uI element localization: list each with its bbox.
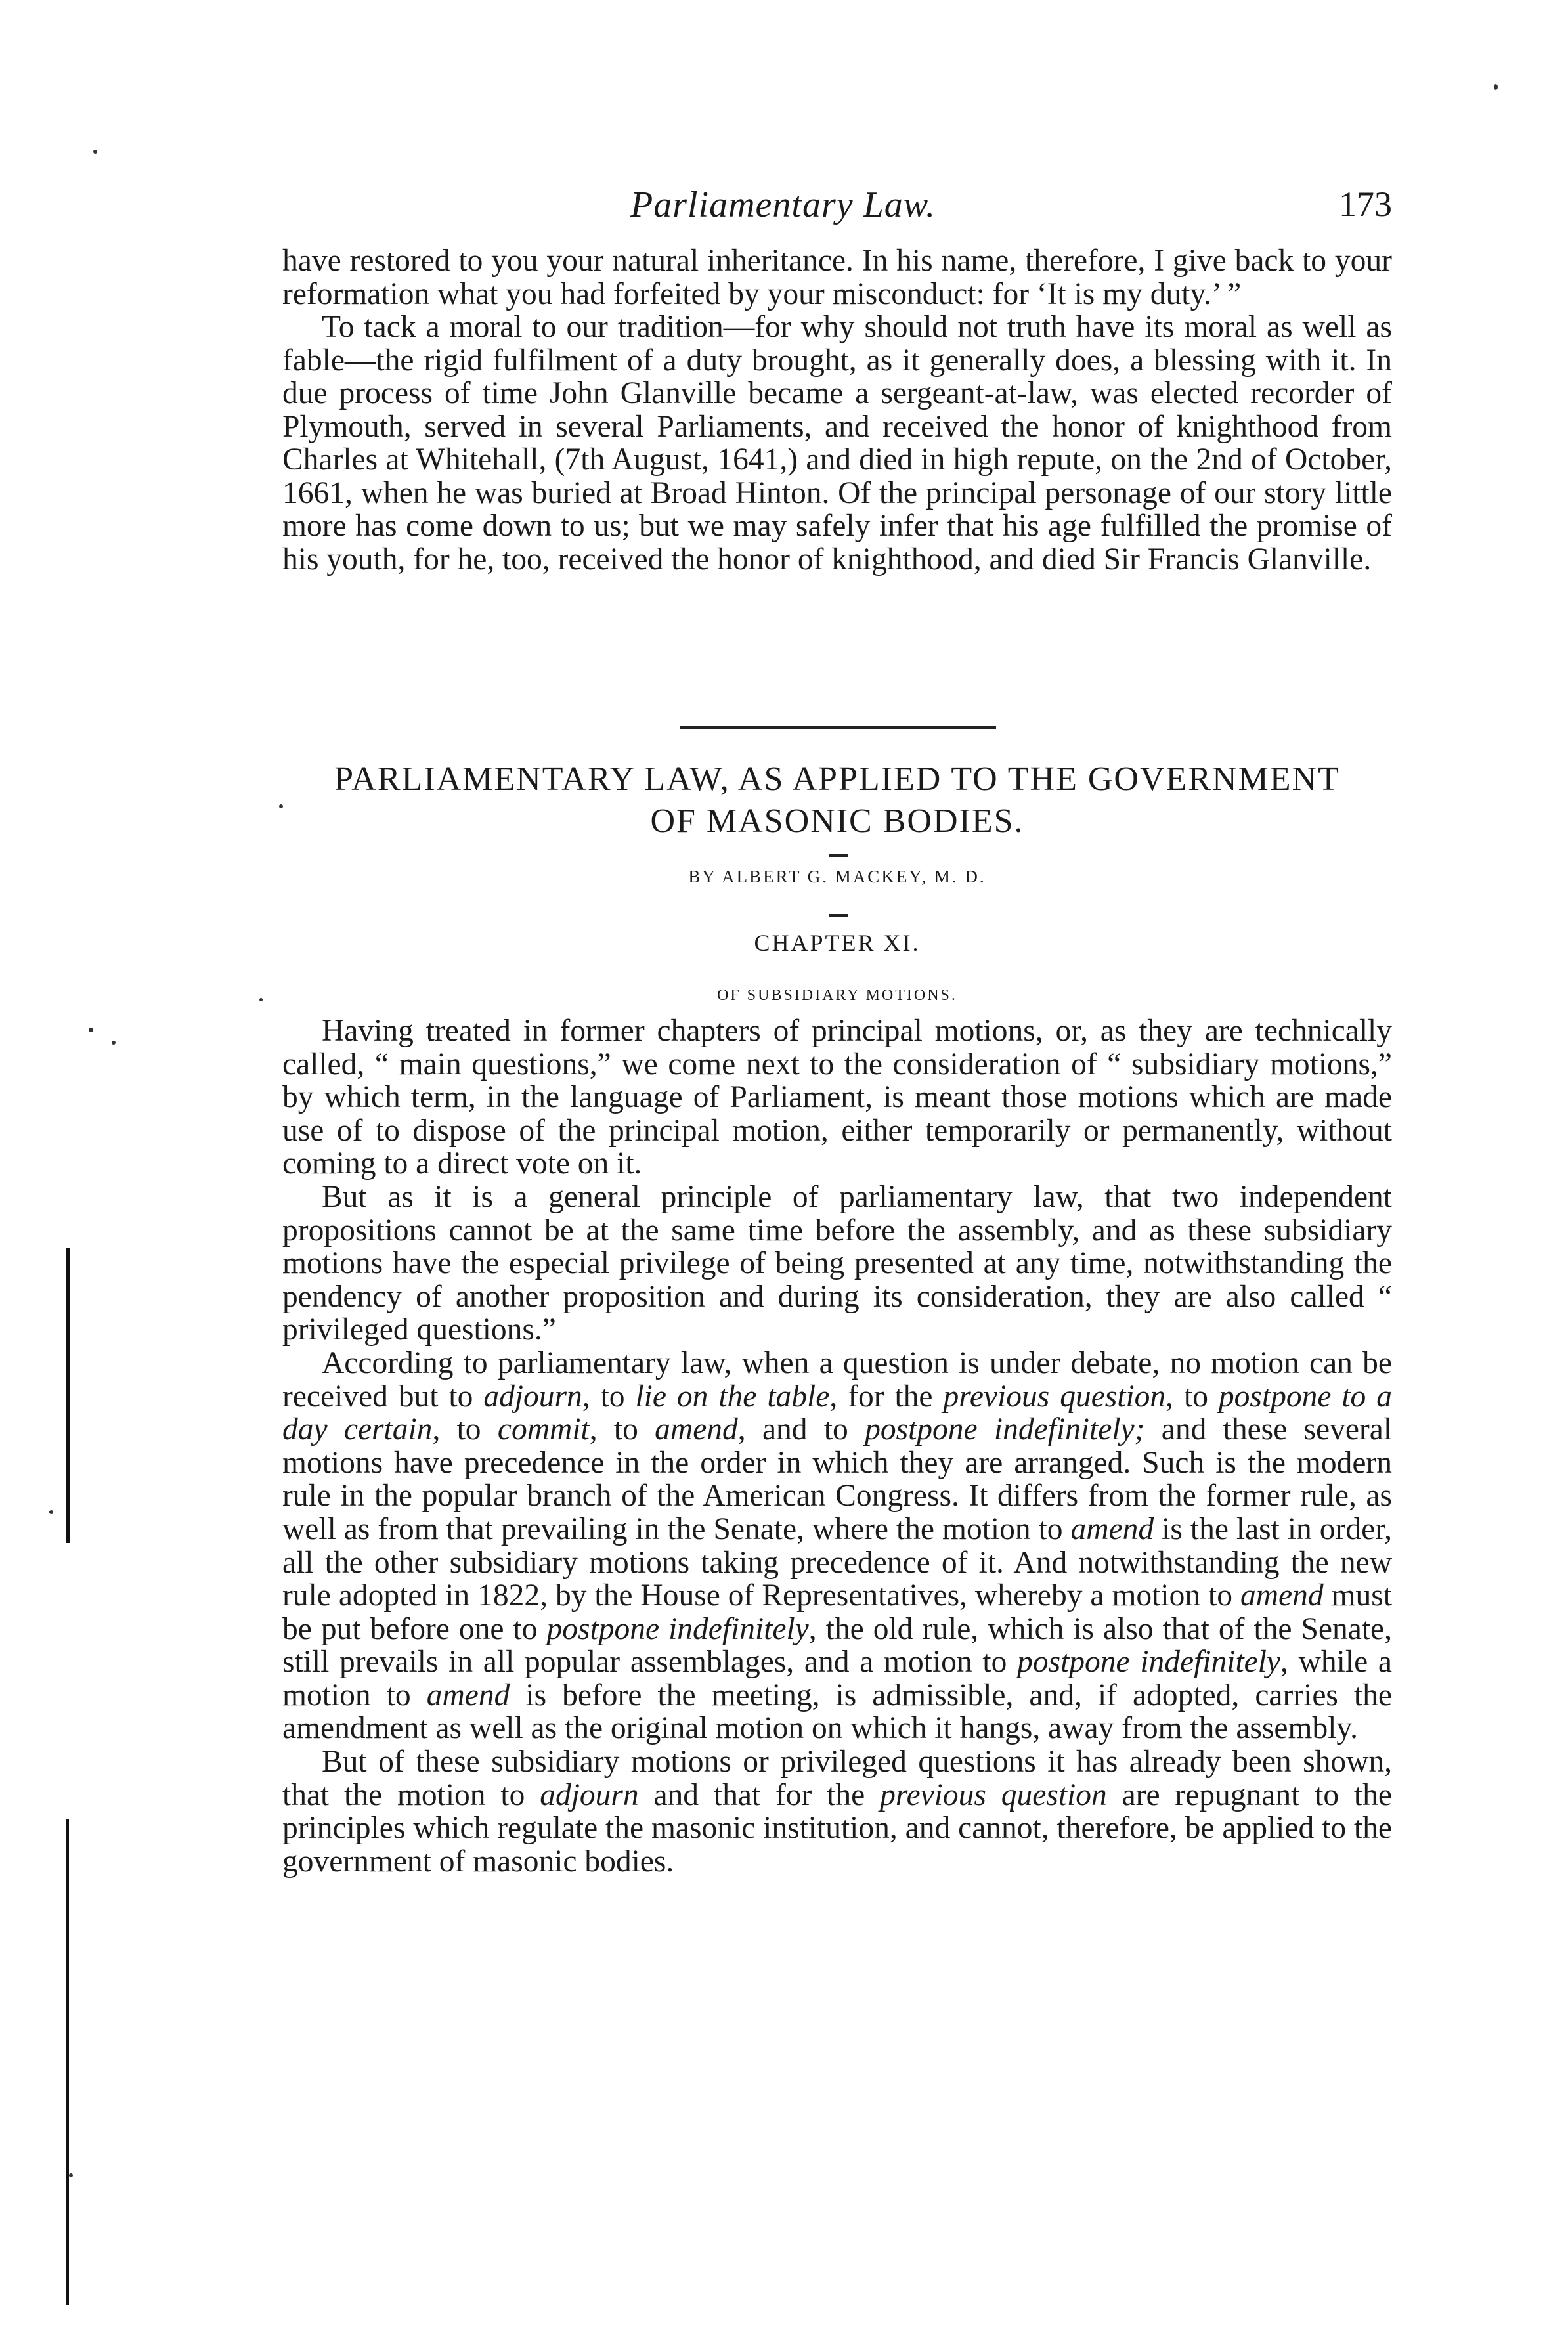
article-body [282,1014,1392,1878]
scan-speck [1494,84,1498,90]
text-run: is the last in order, all the other subsidiary motions taking precedence of it. And notwithstanding the new rule adopted in 1822, by the House of Representatives, whereby a motion to [282,1511,1392,1613]
paragraph: Having treated in former chapters of principal motions, or, as they are technically called, “ main questions,” we come next to the consideration of “ subsidiary motions,” by which term, in the language of Parliament, is meant those motions which are made use of to dispose of the principal motion, either temporarily or permanently, without coming to a direct vote on it. [282,1014,1392,1181]
article-title-line: OF MASONIC BODIES. [650,802,1024,840]
scan-speck [93,150,97,154]
paragraph [282,1745,1392,1878]
text-run: , to [432,1412,498,1447]
continued-story-text [282,244,1392,576]
page-number: 173 [1339,185,1392,224]
section-heading: OF SUBSIDIARY MOTIONS. [717,987,957,1004]
text-run: are repugnant to the principles which regulate the masonic institution, and cannot, therefore, be applied to the government of masonic bodies. [282,1777,1393,1879]
margin-scan-mark [66,1819,69,2305]
author-byline: BY ALBERT G. MACKEY, M. D. [688,867,986,886]
italic-term: previous question [943,1379,1166,1414]
text-run: and that for the [638,1777,881,1812]
section-divider-rule [680,726,996,729]
text-run: , for the [829,1379,944,1414]
text-run: is before the meeting, is admissible, and, if adopted, carries the amendment as well as the original motion on which it hangs, away from the assembly. [282,1678,1393,1746]
scan-speck [112,1041,116,1045]
scan-speck [69,2173,73,2177]
text-run: , to [582,1379,636,1414]
italic-term: adjourn [540,1777,639,1812]
italic-term: adjourn [483,1379,582,1414]
italic-term: amend [426,1678,510,1712]
italic-term: amend [1070,1511,1154,1546]
scan-speck [49,1510,53,1514]
italic-term: postpone indefinitely; [865,1412,1145,1447]
article-title-line: PARLIAMENTARY LAW, AS APPLIED TO THE GOVERNMENT [334,760,1340,798]
page-header [282,184,1392,236]
italic-term: postpone to a day certain [282,1379,1392,1447]
paragraph: have restored to you your natural inheritance. In his name, therefore, I give back to your reformation what you had forfeited by your misconduct: for ‘It is my duty.’ ” [282,244,1392,311]
scan-speck [279,804,283,808]
italic-term: postpone indefinitely [1017,1645,1281,1680]
chapter-heading: CHAPTER XI. [754,930,921,956]
paragraph: But as it is a general principle of parliamentary law, that two independent propositions cannot be at the same time before the assembly, and as these subsidiary motions have the especial privilege of being presented at any time, notwithstanding the pendency of another proposition and during its consideration, they are also called “ privileged questions.” [282,1179,1392,1347]
paragraph: To tack a moral to our tradition—for why should not truth have its moral as well as fable—the rigid fulfilment of a duty brought, as it generally does, a blessing with it. In due process of time John Glanville became a sergeant-at-law, was elected recorder of Plymouth, served in several Parliaments, and received the honor of knighthood from Charles at Whitehall, (7th August, 1641,) and died in high repute, on the 2nd of October, 1661, when he was buried at Broad Hinton. Of the principal personage of our story little more has come down to us; but we may safely infer that his age fulfilled the promise of his youth, for he, too, received the honor of knighthood, and died Sir Francis Glanville. [282,310,1392,576]
text-run: must be put before one to [282,1578,1392,1646]
italic-term: lie on the table [635,1379,830,1414]
text-run: , while a motion to [282,1645,1392,1712]
margin-scan-mark [66,1248,70,1543]
text-run: , to [1165,1379,1219,1414]
text-run: , the old rule, which is also that of the Senate, still prevails in all popular assemblages, and a motion to [282,1611,1392,1680]
text-run: , and to [737,1412,865,1447]
article-title [250,758,1425,842]
running-title: Parliamentary Law. [630,185,936,225]
paragraph [282,1347,1392,1745]
italic-term: previous question [880,1777,1107,1812]
scan-speck [89,1028,93,1032]
text-run: According to parliamentary law, when a question is under debate, no motion can be received but to [282,1345,1392,1414]
short-dash-divider [829,914,848,917]
text-run: But of these subsidiary motions or privileged questions it has already been shown, that the motion to [282,1745,1392,1812]
italic-term: commit [497,1412,590,1447]
italic-term: amend [655,1412,738,1447]
short-dash-divider [829,854,848,857]
italic-term: amend [1240,1578,1324,1613]
text-run: , to [589,1412,655,1447]
text-run: and these several motions have precedence in the order in which they are arranged. Such is the modern rule in the popular branch of the American Congress. It differs from the former rule, as well as from that prevailing in the Senate, where the motion to [282,1412,1393,1546]
scan-speck [259,998,263,1001]
italic-term: postpone indefinitely [546,1611,809,1646]
